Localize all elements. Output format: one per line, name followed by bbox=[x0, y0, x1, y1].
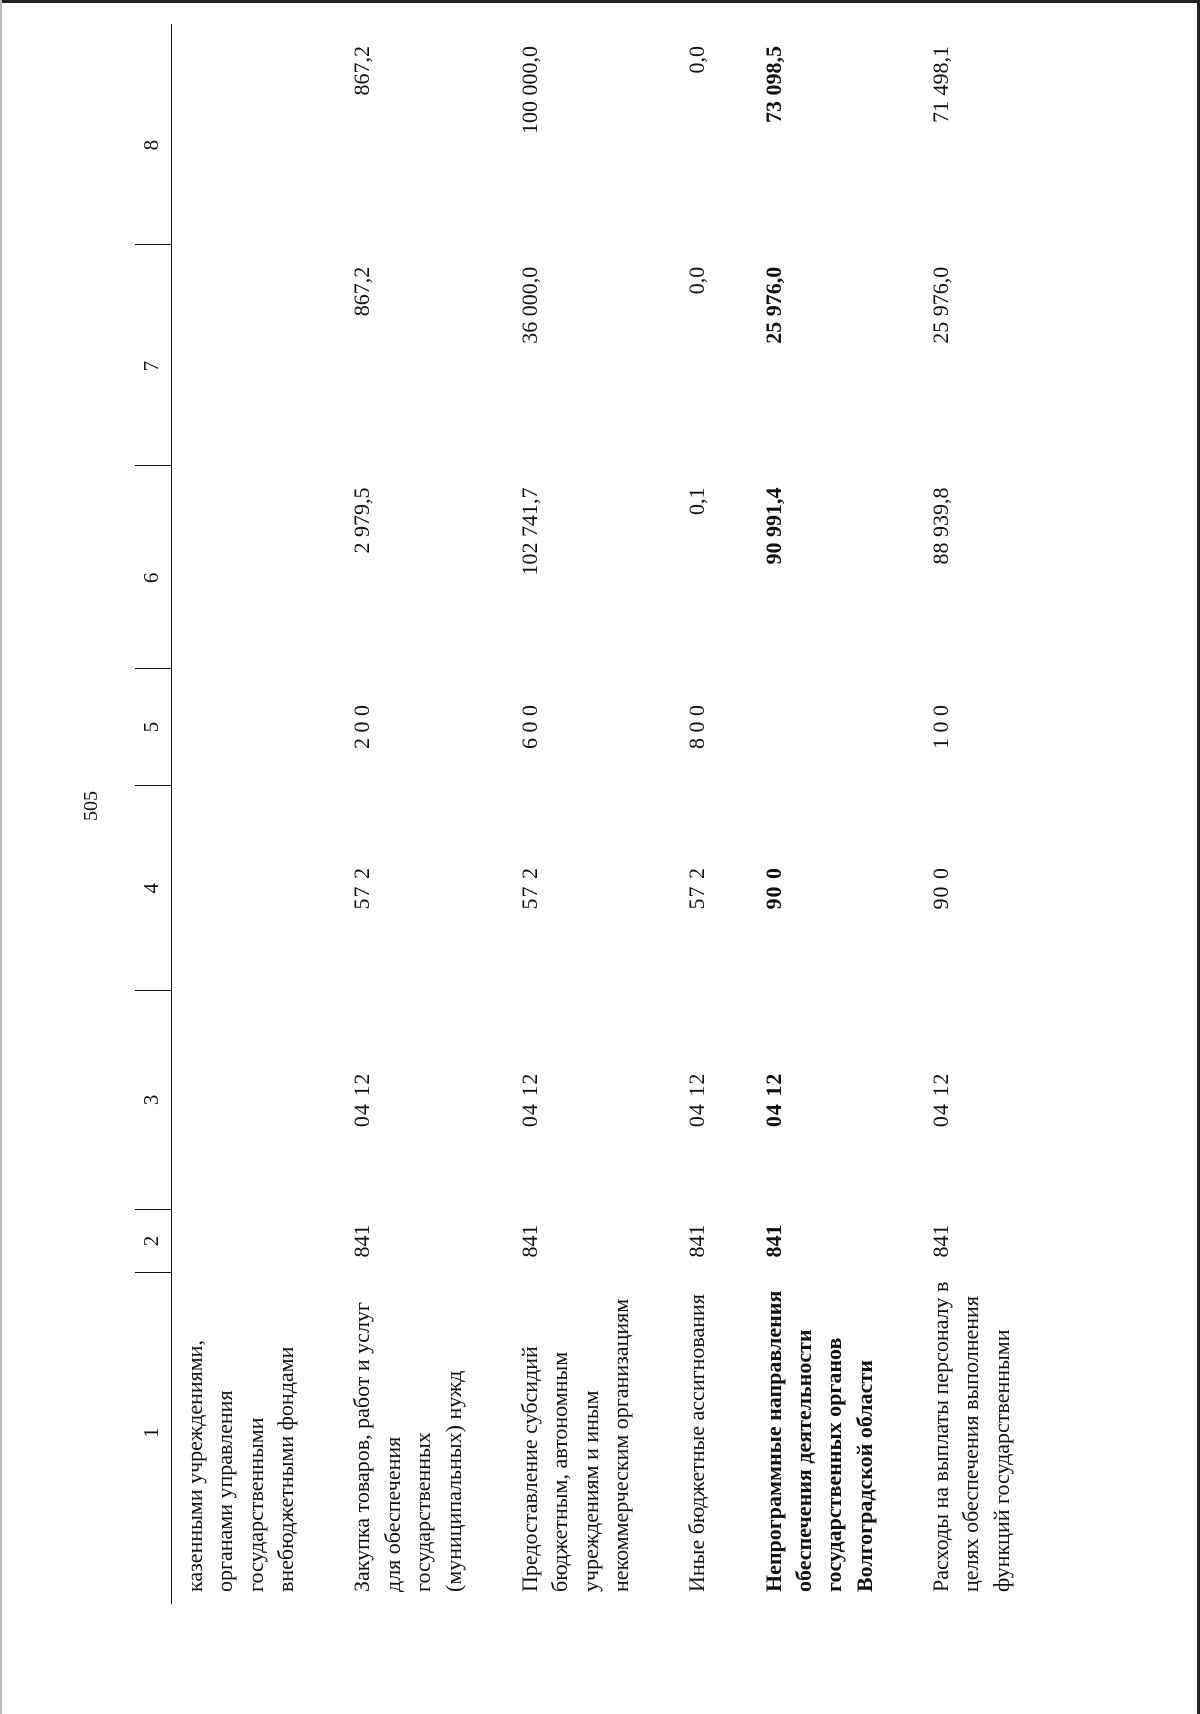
cell-section: 04 12 bbox=[684, 1072, 710, 1128]
cell-amount-7: 25 976,0 bbox=[928, 266, 954, 344]
column-header-5: 5 bbox=[135, 668, 172, 786]
cell-section: 04 12 bbox=[928, 1072, 954, 1128]
cell-amount-6: 0,1 bbox=[684, 487, 710, 516]
header-row bbox=[135, 24, 172, 1604]
row-name: казенными учреждениями, органами управления государственными внебюджетными фондами bbox=[182, 1340, 299, 1592]
row-name: Предоставление субсидий бюджетным, автономным учреждениям и иным некоммерческим организациям bbox=[516, 1298, 633, 1592]
cell-amount-8: 0,0 bbox=[684, 46, 710, 74]
row-name: Расходы на выплаты персоналу в целях обеспечения выполнения функций государственными bbox=[928, 1281, 1014, 1592]
column-header-4: 4 bbox=[135, 786, 172, 991]
cell-amount-8: 73 098,5 bbox=[760, 46, 786, 123]
cell-section: 04 12 bbox=[349, 1072, 375, 1128]
cell-target: 57 2 bbox=[516, 867, 542, 910]
cell-ministry: 841 bbox=[349, 1224, 375, 1258]
cell-amount-7: 25 976,0 bbox=[760, 266, 786, 344]
budget-table bbox=[135, 24, 1055, 1604]
cell-amount-7: 36 000,0 bbox=[516, 266, 542, 344]
cell-target bbox=[172, 786, 340, 991]
cell-section bbox=[172, 991, 340, 1209]
column-header-3: 3 bbox=[135, 991, 172, 1209]
table-row bbox=[507, 24, 674, 1604]
cell-expense-type bbox=[751, 668, 918, 786]
column-header-6: 6 bbox=[135, 466, 172, 669]
cell-amount-7: 867,2 bbox=[349, 266, 375, 317]
cell-amount-6 bbox=[172, 466, 340, 669]
cell-amount-8: 100 000,0 bbox=[516, 46, 542, 134]
cell-amount-8: 867,2 bbox=[349, 46, 375, 96]
row-name: Закупка товаров, работ и услуг для обеспечения государственных (муниципальных) нужд bbox=[349, 1302, 466, 1592]
cell-amount-8 bbox=[172, 24, 340, 245]
cell-section: 04 12 bbox=[760, 1072, 786, 1128]
cell-amount-7: 0,0 bbox=[684, 266, 710, 295]
column-header-7: 7 bbox=[135, 245, 172, 466]
cell-ministry: 841 bbox=[516, 1224, 542, 1258]
table-row bbox=[339, 24, 506, 1604]
cell-ministry: 841 bbox=[928, 1224, 954, 1258]
cell-target: 90 0 bbox=[760, 867, 786, 910]
cell-expense-type bbox=[172, 668, 340, 786]
cell-amount-6: 88 939,8 bbox=[928, 487, 954, 565]
cell-amount-8: 71 498,1 bbox=[928, 46, 954, 123]
cell-expense-type: 6 0 0 bbox=[516, 705, 542, 750]
cell-target: 57 2 bbox=[684, 867, 710, 910]
cell-target: 90 0 bbox=[928, 867, 954, 910]
cell-expense-type: 2 0 0 bbox=[349, 705, 375, 750]
table-row bbox=[918, 24, 1055, 1604]
cell-target: 57 2 bbox=[349, 867, 375, 910]
column-header-1: 1 bbox=[135, 1273, 172, 1604]
table-row bbox=[751, 24, 918, 1604]
column-header-8: 8 bbox=[135, 24, 172, 245]
cell-ministry bbox=[172, 1209, 340, 1273]
table-row bbox=[172, 24, 340, 1604]
row-name: Иные бюджетные ассигнования bbox=[684, 1294, 710, 1592]
column-header-2: 2 bbox=[135, 1209, 172, 1273]
cell-ministry: 841 bbox=[684, 1224, 710, 1258]
cell-expense-type: 1 0 0 bbox=[928, 705, 954, 750]
cell-amount-6: 2 979,5 bbox=[349, 487, 375, 554]
page-number: 505 bbox=[80, 791, 102, 821]
cell-section: 04 12 bbox=[516, 1072, 542, 1128]
cell-amount-6: 90 991,4 bbox=[760, 487, 786, 565]
cell-ministry: 841 bbox=[760, 1224, 786, 1258]
row-name: Непрограммные направления обеспечения деятельности государственных органов Волгоградской области bbox=[760, 1290, 877, 1592]
cell-expense-type: 8 0 0 bbox=[684, 705, 710, 750]
table-row bbox=[674, 24, 750, 1604]
cell-amount-6: 102 741,7 bbox=[516, 487, 542, 576]
cell-amount-7 bbox=[172, 245, 340, 466]
